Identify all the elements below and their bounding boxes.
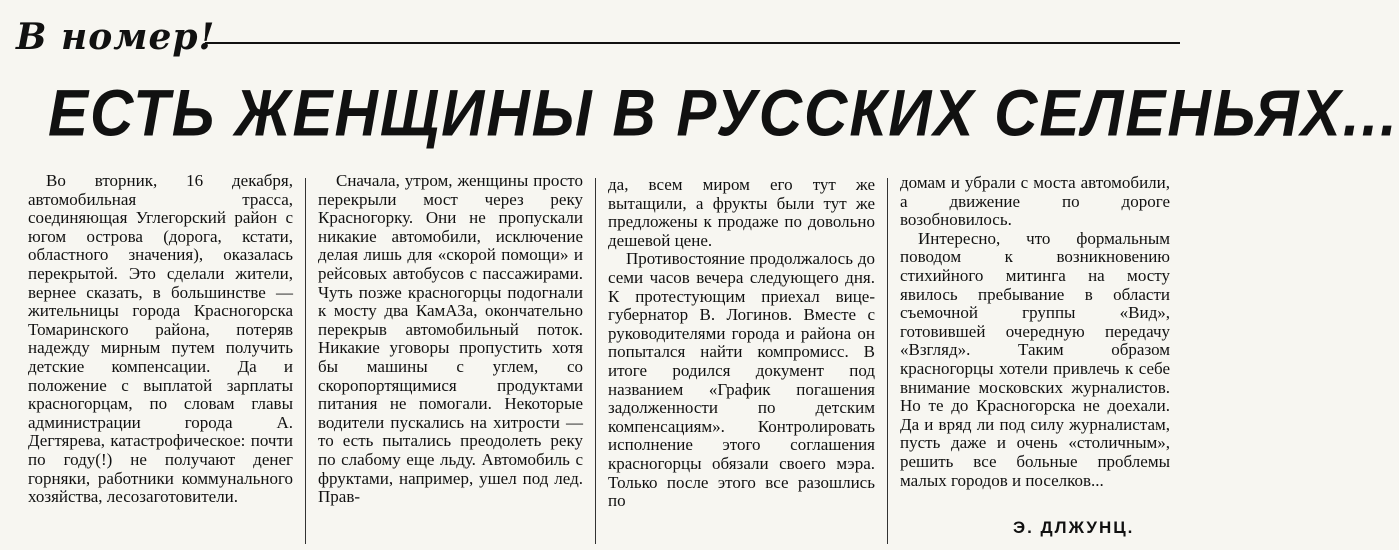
paragraph: Противостояние продолжалось до семи часов вечера следующего дня. К протестующим приехал вице-губернатор В. Логинов. Вместе с руководителями города и района он попытался найти компромисс. В итоге родился документ под названием «График погашения задолженности по детским компенсациям». Контролировать исполнение этого соглашения красногорцы обязали своего мэра. Только после этого все разошлись по bbox=[608, 249, 875, 511]
article-column-3 bbox=[608, 176, 875, 548]
paragraph: да, всем миром его тут же вытащили, а фрукты были тут же предложены к продаже по довольно дешевой цене. bbox=[608, 175, 875, 250]
rubric-row bbox=[10, 12, 1185, 62]
article-column-2 bbox=[318, 172, 583, 544]
paragraph: Во вторник, 16 декабря, автомобильная трасса, соединяющая Углегорский район с югом острова (дорога, кстати, областного значения), оказалась перекрытой. Это сделали жители, вернее сказать, в большинстве — жительницы города Красногорска Томаринского района, потеряв надежду мирным путем получить детские компенсации. Да и положение с выплатой зарплаты красногорцам, по словам главы администрации города А. Дегтярева, катастрофическое: почти по году(!) не получают денег горняки, работники коммунального хозяйства, лесозаготовители. bbox=[28, 171, 293, 507]
rubric-label: В номер! bbox=[16, 16, 216, 58]
rubric-divider-line bbox=[205, 42, 1180, 44]
column-divider bbox=[305, 178, 306, 544]
paragraph: Интересно, что формальным поводом к возникновению стихийного митинга на мосту явилось пребывание в области съемочной группы «Вид», готовившей очередную передачу «Взгляд». Таким образом красногорцы хотели привлечь к себе внимание московских журналистов. Но те до Красногорска не доехали. Да и вряд ли под силу журналистам, пусть даже и очень «столичным», решить все больные проблемы малых городов и поселков... bbox=[900, 228, 1170, 490]
paragraph: Сначала, утром, женщины просто перекрыли мост через реку Красногорку. Они не пропускали никакие автомобили, исключение делая лишь для «скорой помощи» и рейсовых автобусов с пассажирами. Чуть позже красногорцы подогнали к мосту два КамАЗа, окончательно перекрыв автомобильный поток. Никакие уговоры пропустить хотя бы машины с углем, со скоропортящимися продуктами питания не помогали. Некоторые водители пускались на хитрости — то есть пытались преодолеть реку по слабому еще льду. Автомобиль с фруктами, например, ушел под лед. Прав- bbox=[318, 171, 583, 507]
paragraph: домам и убрали с моста автомобили, а движение по дороге возобновилось. bbox=[900, 173, 1170, 230]
article-body bbox=[20, 172, 1190, 544]
column-divider bbox=[595, 178, 596, 544]
author-signature: Э. ДЛЖУНЦ. bbox=[1013, 518, 1135, 537]
article-headline: ЕСТЬ ЖЕНЩИНЫ В РУССКИХ СЕЛЕНЬЯХ... bbox=[48, 76, 1399, 150]
column-divider bbox=[887, 178, 888, 544]
article-column-4 bbox=[900, 174, 1170, 546]
article-column-1 bbox=[28, 172, 293, 544]
